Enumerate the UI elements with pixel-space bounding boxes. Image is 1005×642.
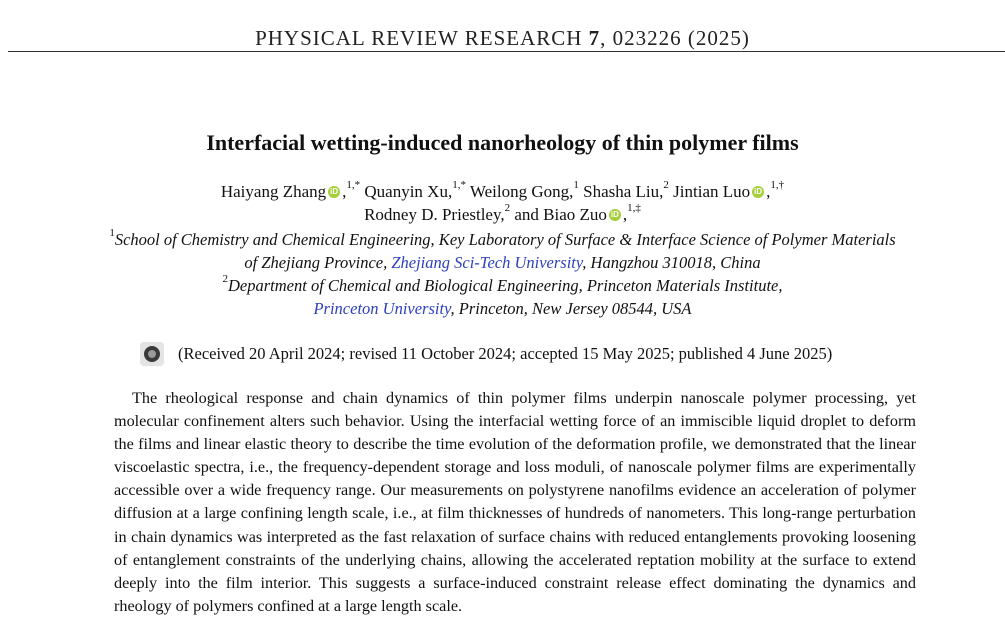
author-name: Rodney D. Priestley, (364, 205, 505, 224)
author-affiliation-marker: 2 (504, 202, 511, 214)
author-affiliation-marker: 1,† (770, 179, 785, 191)
affiliation-1-prefix: of Zhejiang Province, (244, 253, 392, 272)
orcid-icon[interactable]: iD (330, 187, 339, 197)
affiliation-2-line-1 (0, 273, 1005, 296)
author-affiliation-marker: 1 (573, 179, 579, 191)
affiliation-2-suffix: , Princeton, New Jersey 08544, USA (450, 299, 692, 318)
princeton-university-link[interactable]: Princeton University (313, 299, 451, 318)
author-name: Quanyin Xu, (364, 182, 453, 201)
publication-dates (140, 343, 920, 367)
zhejiang-sci-tech-link[interactable]: Zhejiang Sci-Tech University (391, 253, 583, 272)
author-list-line-1 (0, 179, 1005, 202)
dates-text: (Received 20 April 2024; revised 11 October 2024; accepted 15 May 2025; published 4 June 2025) (178, 343, 833, 363)
author-entry (583, 179, 669, 201)
abstract: The rheological response and chain dynamics of thin polymer films underpin nanoscale polymer processing, yet molecular confinement alters such behavior. Using the interfacial wetting force of an immiscible liquid droplet to deform the films and linear elastic theory to describe the time evolution of the deformation profile, we demonstrated that the linear viscoelastic spectra, i.e., the frequency-dependent storage and loss moduli, of nanoscale polymer films are experimentally accessible over a wide frequency range. Our measurements on polystyrene nanofilms evidence an acceleration of polymer diffusion at a large confining length scale, i.e., at film thicknesses of hundreds of nanometers. This long-range perturbation in chain dynamics was interpreted as the fast relaxation of surface chains with reduced entanglements provoking loosening of entanglement constraints of the underlying chains, allowing the accelerated reptation mobility at the surface to extend deeply into the film interior. This suggests a surface-induced constraint release effect dominating the dynamics and rheology of polymers confined at a large length scale. (114, 389, 916, 615)
orcid-icon[interactable]: iD (754, 187, 763, 197)
journal-name: PHYSICAL REVIEW RESEARCH (255, 26, 589, 50)
paper-title: Interfacial wetting-induced nanorheology of thin polymer films (206, 130, 799, 155)
affiliation-2-text: Department of Chemical and Biological Engineering, Princeton Materials Institute, (228, 276, 783, 295)
affiliation-1-line-1 (0, 227, 1005, 250)
header-rule (8, 51, 1005, 52)
affiliation-2-marker: 2 (222, 273, 228, 285)
author-entry (364, 202, 511, 224)
author-name: Shasha Liu, (583, 182, 664, 201)
author-affiliation-marker: 1,‡ (627, 202, 641, 214)
journal-header (0, 26, 1005, 51)
author-entry (469, 179, 579, 201)
author-entry: Haiyang Zhang iD ,$^{1,*}$ (220, 179, 361, 201)
author-entry (364, 179, 466, 201)
affiliation-1-suffix: , Hangzhou 310018, China (582, 253, 761, 272)
author-affiliation-marker: 2 (663, 179, 669, 191)
affiliation-2-line-2 (0, 299, 1005, 319)
author-name: Weilong Gong, (469, 182, 574, 201)
author-name: Jintian Luo (673, 182, 751, 201)
journal-volume: 7 (588, 26, 601, 50)
journal-citation: , 023226 (2025) (600, 26, 750, 50)
affiliation-1-text: School of Chemistry and Chemical Engineering, Key Laboratory of Surface & Interface Science of Polymer Materials (114, 230, 896, 249)
author-list-line-2 (0, 202, 1005, 225)
author-name: and Biao Zuo (514, 205, 607, 224)
author-name: Haiyang Zhang (220, 182, 327, 201)
author-entry: Jintian Luo iD ,$^{1,\dagger}$ (673, 179, 785, 201)
affiliation-1-marker: 1 (109, 227, 115, 239)
author-affiliation-marker: 1,* (452, 179, 466, 191)
author-entry: and Biao Zuo iD ,$^{1,\ddagger}$ (514, 202, 641, 224)
crossmark-icon[interactable] (140, 342, 164, 366)
author-affiliation-marker: 1,* (346, 179, 361, 191)
orcid-icon[interactable]: iD (610, 210, 619, 220)
affiliation-1-line-2 (0, 253, 1005, 273)
